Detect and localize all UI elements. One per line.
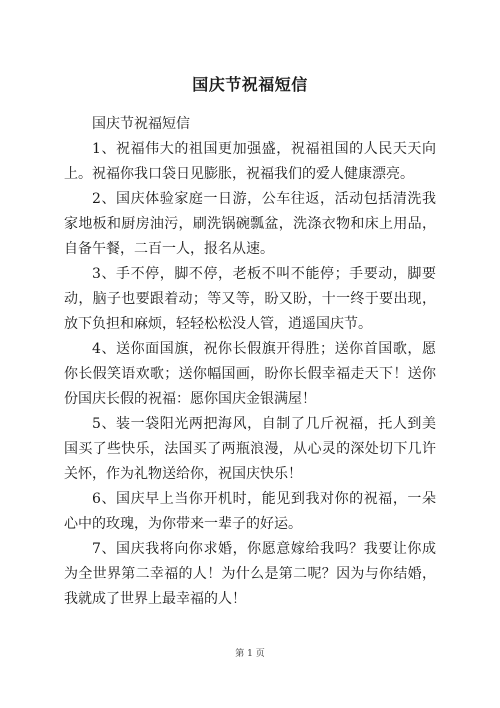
document-body <box>64 112 436 612</box>
document-title: 国庆节祝福短信 <box>192 75 308 94</box>
page-number: 第 1 页 <box>235 649 265 659</box>
paragraph-6: 6、国庆早上当你开机时，能见到我对你的祝福，一朵心中的玫瑰，为你带来一辈子的好运。 <box>64 491 436 532</box>
paragraph-4: 4、送你面国旗，祝你长假旗开得胜；送你首国歌，愿你长假笑语欢歌；送你幅国画，盼你长假幸福走天下！送你份国庆长假的祝福：愿你国庆金银满屋！ <box>64 341 436 407</box>
paragraph-2: 2、国庆体验家庭一日游，公车往返，活动包括清洗我家地板和厨房油污，刷洗锅碗瓢盆，洗涤衣物和床上用品，自备午餐，二百一人，报名从速。 <box>64 191 436 257</box>
paragraph-3: 3、手不停，脚不停，老板不叫不能停；手要动，脚要动，脑子也要跟着动；等又等，盼又盼，十一终于要出现，放下负担和麻烦，轻轻松松没人管，逍遥国庆节。 <box>64 266 436 332</box>
paragraph-7: 7、国庆我将向你求婚，你愿意嫁给我吗？我要让你成为全世界第二幸福的人！为什么是第二呢？因为与你结婚，我就成了世界上最幸福的人！ <box>64 541 436 607</box>
document-subtitle: 国庆节祝福短信 <box>92 116 190 132</box>
paragraph-1: 1、祝福伟大的祖国更加强盛，祝福祖国的人民天天向上。祝福你我口袋日见膨胀，祝福我们的爱人健康漂亮。 <box>64 141 436 182</box>
paragraph-5: 5、装一袋阳光两把海风，自制了几斤祝福，托人到美国买了些快乐，法国买了两瓶浪漫，从心灵的深处切下几许关怀，作为礼物送给你，祝国庆快乐！ <box>64 416 436 482</box>
